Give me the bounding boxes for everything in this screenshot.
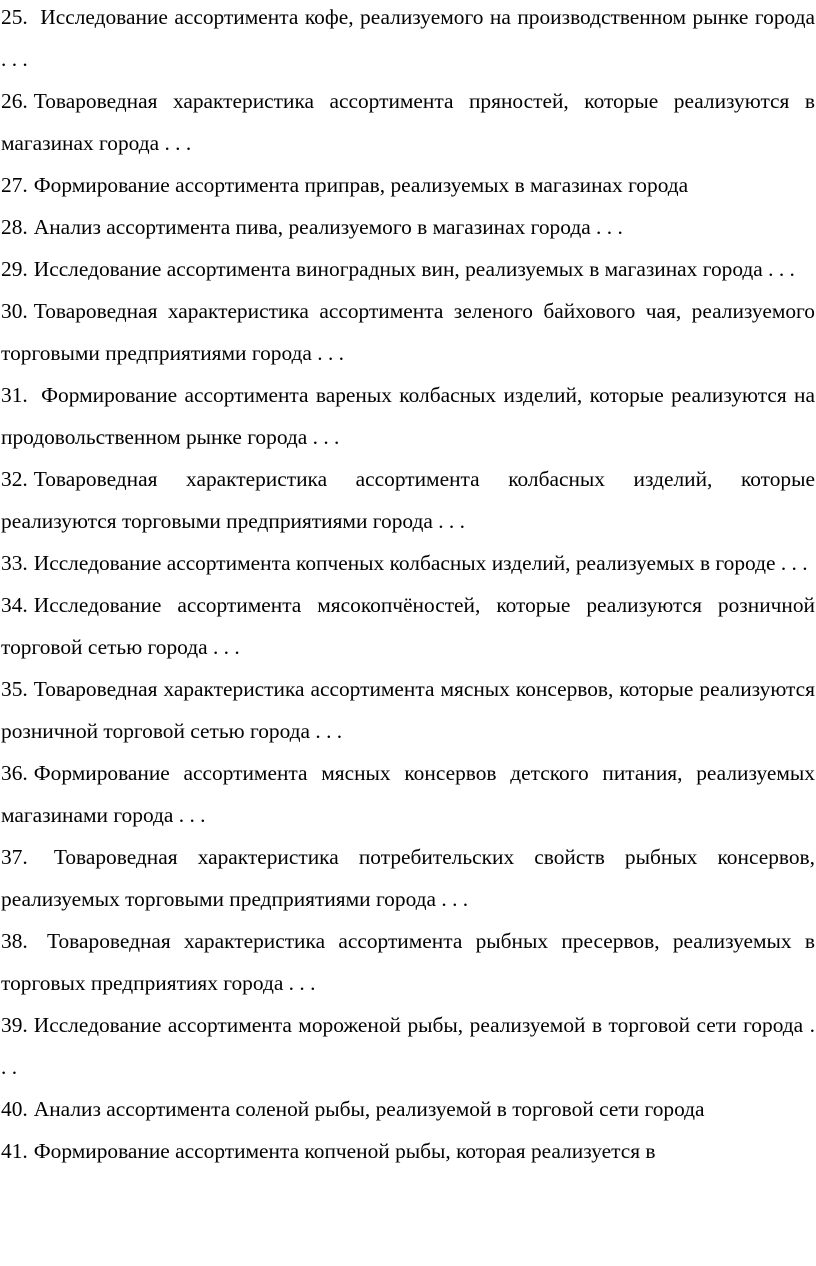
item-number: 28.: [1, 215, 28, 239]
list-item: [1, 458, 815, 542]
item-number: 35.: [1, 677, 28, 701]
item-text: Товароведная характеристика ассортимента зеленого байхового чая, реализуемого торговыми предприятиями города . . .: [1, 299, 815, 365]
item-text: Формирование ассортимента мясных консервов детского питания, реализуемых магазинами города . . .: [1, 761, 815, 827]
item-text: Анализ ассортимента пива, реализуемого в магазинах города . . .: [33, 215, 623, 239]
item-text: Исследование ассортимента мясокопчёностей, которые реализуются розничной торговой сетью города . . .: [1, 593, 815, 659]
item-text: Формирование ассортимента копченой рыбы, которая реализуется в: [33, 1139, 656, 1163]
item-number: 27.: [1, 173, 28, 197]
list-item: [1, 80, 815, 164]
item-text: Товароведная характеристика ассортимента рыбных пресервов, реализуемых в торговых предприятиях города . . .: [1, 929, 815, 995]
item-number: 40.: [1, 1097, 28, 1121]
item-text: Товароведная характеристика потребительских свойств рыбных консервов, реализуемых торговыми предприятиями города . . .: [1, 845, 815, 911]
list-item: [1, 248, 815, 290]
list-item: [1, 374, 815, 458]
list-item: [1, 1088, 815, 1130]
item-text: Товароведная характеристика ассортимента мясных консервов, которые реализуются розничной торговой сетью города . . .: [1, 677, 815, 743]
item-text: Исследование ассортимента виноградных вин, реализуемых в магазинах города . . .: [33, 257, 795, 281]
item-number: 37.: [1, 845, 28, 869]
item-number: 41.: [1, 1139, 28, 1163]
item-text: Анализ ассортимента соленой рыбы, реализуемой в торговой сети города: [33, 1097, 705, 1121]
list-item: [1, 668, 815, 752]
item-text: Формирование ассортимента приправ, реализуемых в магазинах города: [33, 173, 689, 197]
list-item: [1, 290, 815, 374]
item-number: 39.: [1, 1013, 28, 1037]
item-text: Товароведная характеристика ассортимента колбасных изделий, которые реализуются торговыми предприятиями города . . .: [1, 467, 815, 533]
list-item: [1, 1130, 815, 1172]
list-item: [1, 836, 815, 920]
topic-list: [1, 0, 815, 1172]
item-number: 30.: [1, 299, 28, 323]
list-item: [1, 164, 815, 206]
item-number: 36.: [1, 761, 28, 785]
item-number: 32.: [1, 467, 28, 491]
item-text: Исследование ассортимента копченых колбасных изделий, реализуемых в городе . . .: [33, 551, 808, 575]
list-item: [1, 0, 815, 80]
item-text: Исследование ассортимента кофе, реализуемого на производственном рынке города . . .: [1, 5, 815, 71]
item-number: 29.: [1, 257, 28, 281]
item-text: Формирование ассортимента вареных колбасных изделий, которые реализуются на продовольственном рынке города . . .: [1, 383, 815, 449]
list-item: [1, 206, 815, 248]
item-number: 26.: [1, 89, 28, 113]
list-item: [1, 584, 815, 668]
item-number: 25.: [1, 5, 28, 29]
item-text: Товароведная характеристика ассортимента пряностей, которые реализуются в магазинах города . . .: [1, 89, 815, 155]
list-item: [1, 1004, 815, 1088]
item-text: Исследование ассортимента мороженой рыбы, реализуемой в торговой сети города . . .: [1, 1013, 815, 1079]
list-item: [1, 542, 815, 584]
item-number: 33.: [1, 551, 28, 575]
item-number: 38.: [1, 929, 28, 953]
item-number: 31.: [1, 383, 28, 407]
list-item: [1, 920, 815, 1004]
list-item: [1, 752, 815, 836]
item-number: 34.: [1, 593, 28, 617]
